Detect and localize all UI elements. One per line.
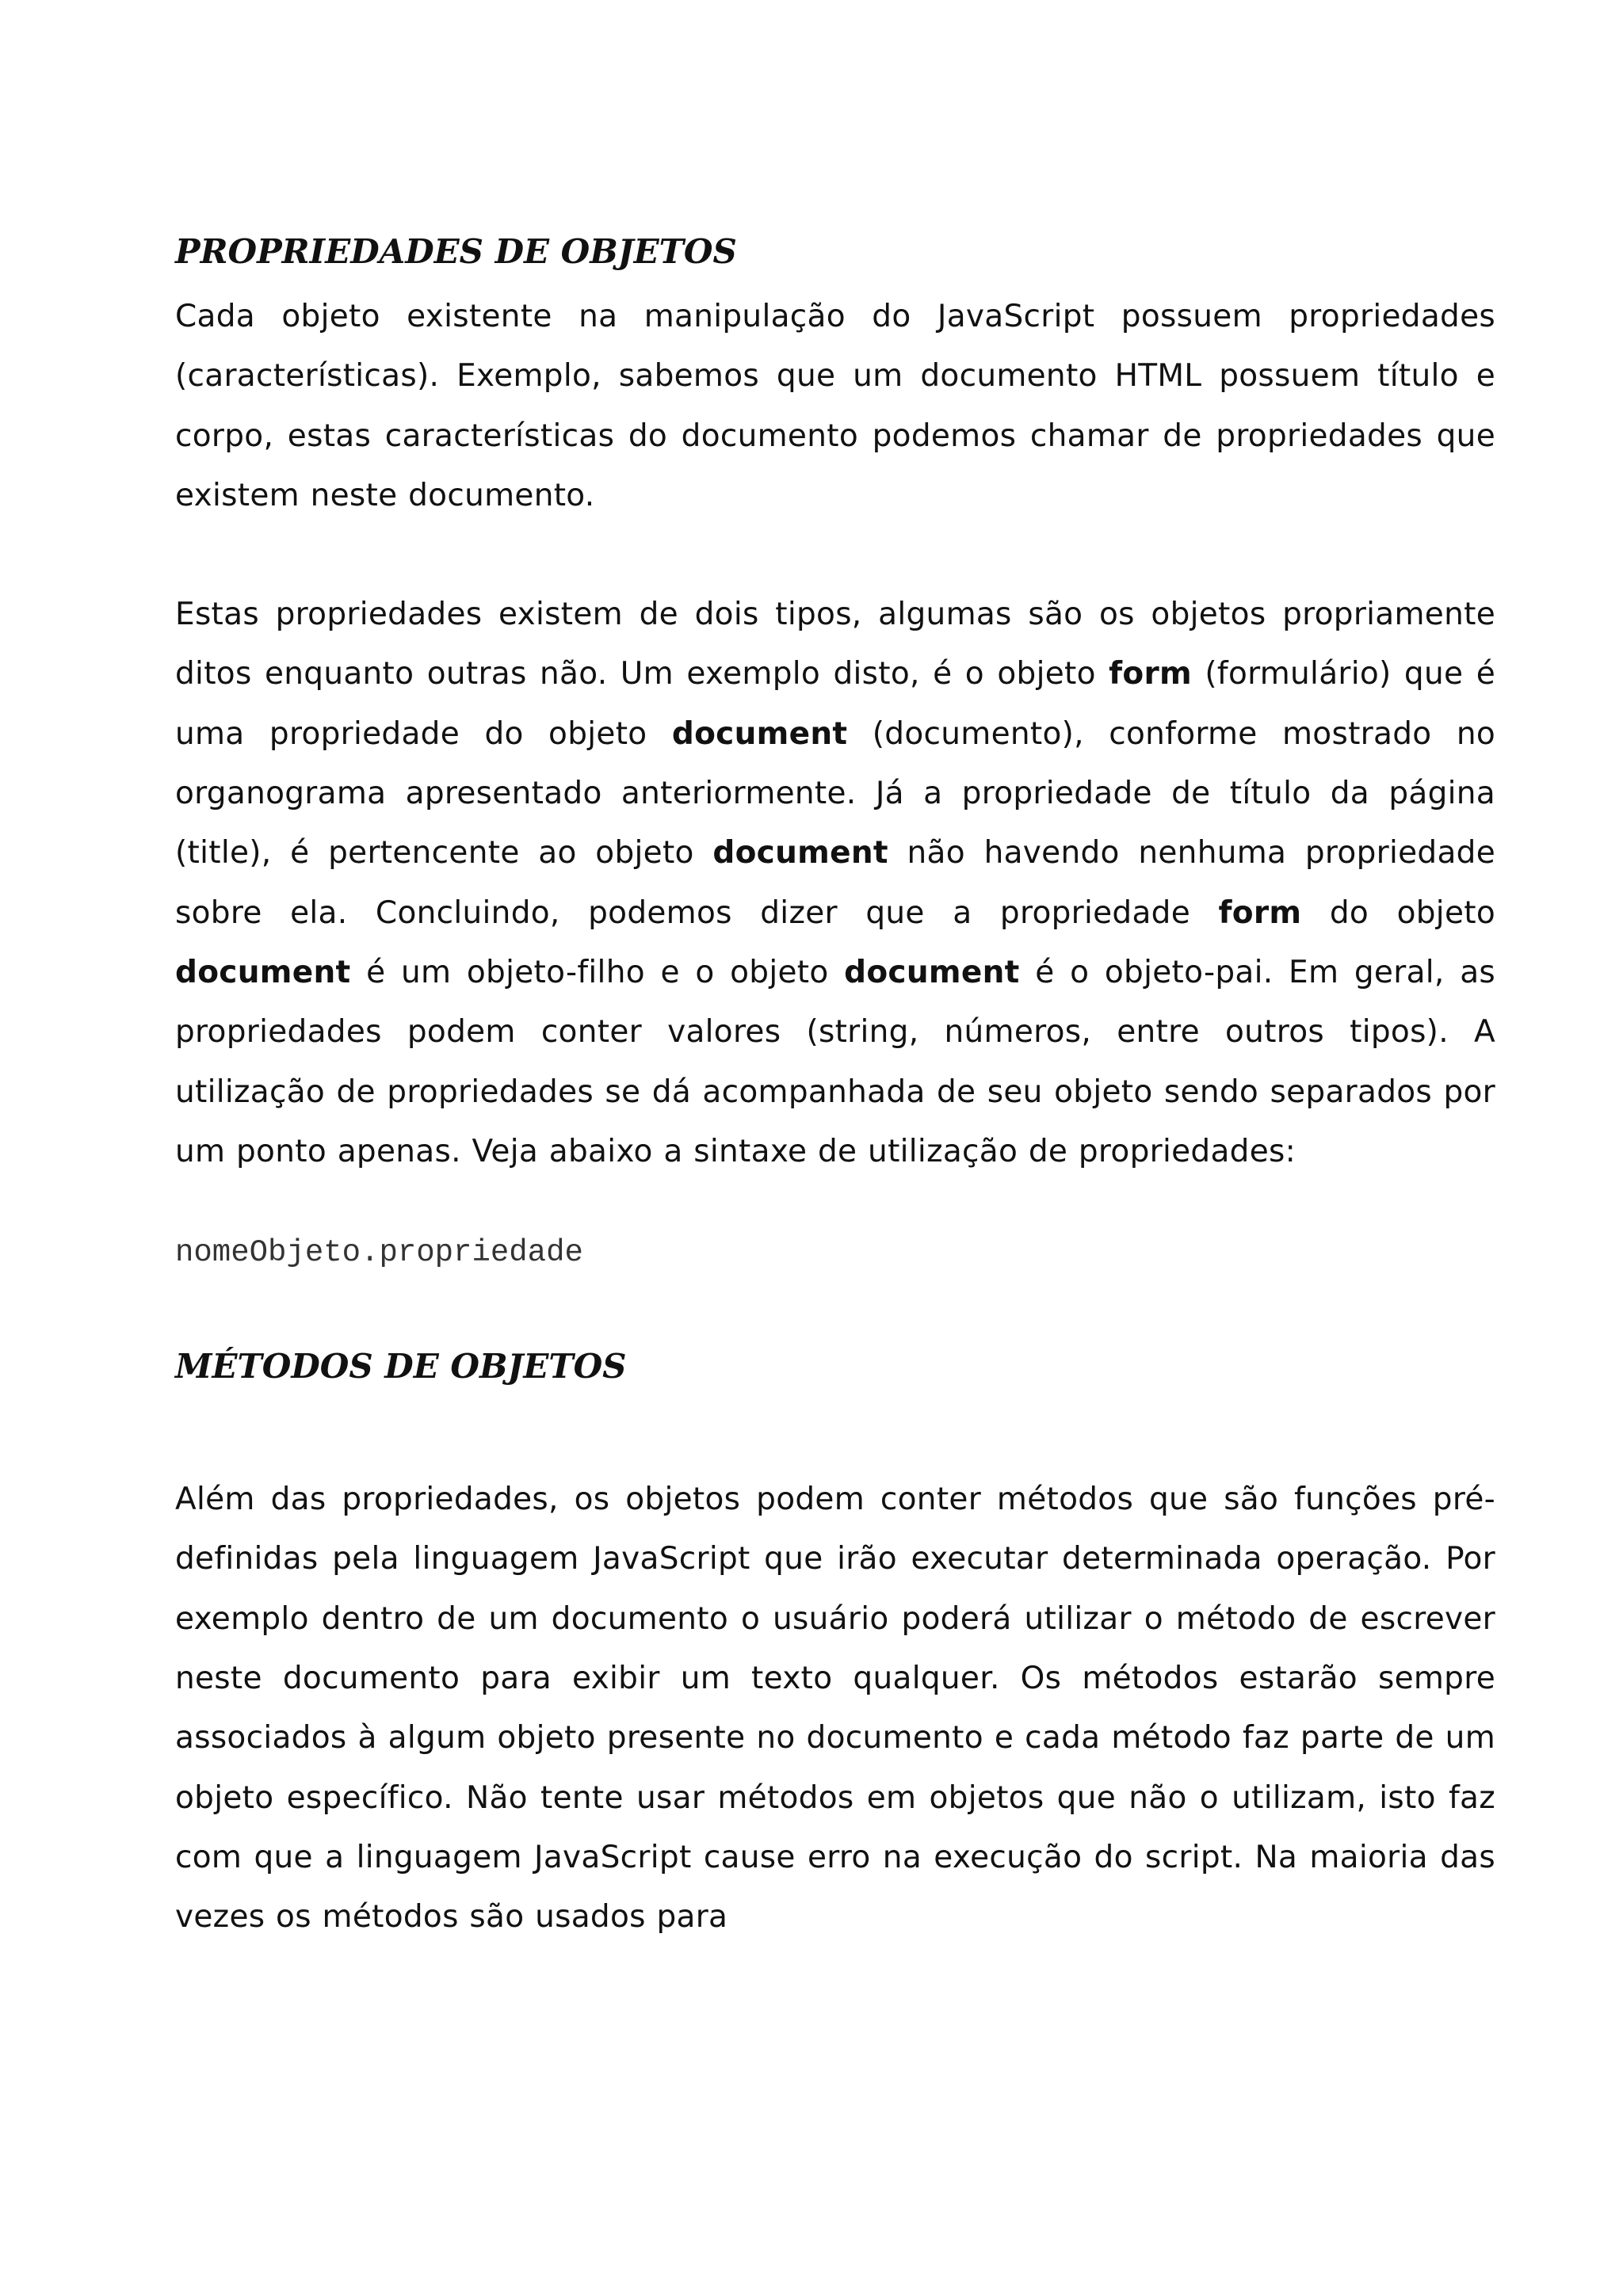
paragraph-propriedades-tipos	[175, 585, 1495, 1181]
code-syntax-example: nomeObjeto.propriedade	[175, 1235, 583, 1271]
text-run: do objeto	[1301, 894, 1495, 931]
paragraph-metodos-intro: Além das propriedades, os objetos podem conter métodos que são funções pré-definidas pela linguagem JavaScript que irão executar determinada operação. Por exemplo dentro de um documento o usuário poderá utilizar o método de escrever neste documento para exibir um texto qualquer. Os métodos estarão sempre associados à algum objeto presente no documento e cada método faz parte de um objeto específico. Não tente usar métodos em objetos que não o utilizam, isto faz com que a linguagem JavaScript cause erro na execução do script. Na maioria das vezes os métodos são usados para	[175, 1482, 1495, 1936]
text-run: Estas propriedades existem de dois tipos, algumas são os objetos propriamente ditos enquanto outras não. Um exemplo disto, é o objeto	[175, 597, 1495, 692]
paragraph-propriedades-intro: Cada objeto existente na manipulação do JavaScript possuem propriedades (características). Exemplo, sabemos que um documento HTML possuem título e corpo, estas características do documento podemos chamar de propriedades que existem neste documento.	[175, 299, 1495, 513]
keyword-document: document	[844, 954, 1020, 990]
text-run: é um objeto-filho e o objeto	[350, 954, 845, 990]
keyword-document: document	[175, 954, 351, 990]
text-run: (documento), conforme mostrado no organograma apresentado anteriormente. Já a propriedade de título da página (title), é pertencente ao objeto	[175, 715, 1495, 871]
text-run: (formulário) que é uma propriedade do objeto	[175, 656, 1495, 752]
text-run: é o objeto-pai. Em geral, as propriedades podem conter valores (string, números, entre outros tipos). A utilização de propriedades se dá acompanhada de seu objeto sendo separados por um ponto apenas. Veja abaixo a sintaxe de utilização de propriedades:	[175, 954, 1496, 1169]
page-content	[175, 228, 1495, 1947]
keyword-form: form	[1218, 894, 1302, 931]
keyword-form: form	[1109, 656, 1192, 692]
keyword-document: document	[712, 835, 888, 871]
section-heading-metodos: MÉTODOS DE OBJETOS	[175, 1347, 627, 1386]
section-heading-propriedades: PROPRIEDADES DE OBJETOS	[175, 232, 737, 271]
text-run: não havendo nenhuma propriedade sobre ela. Concluindo, podemos dizer que a propriedade	[175, 835, 1495, 931]
keyword-document: document	[671, 715, 848, 752]
